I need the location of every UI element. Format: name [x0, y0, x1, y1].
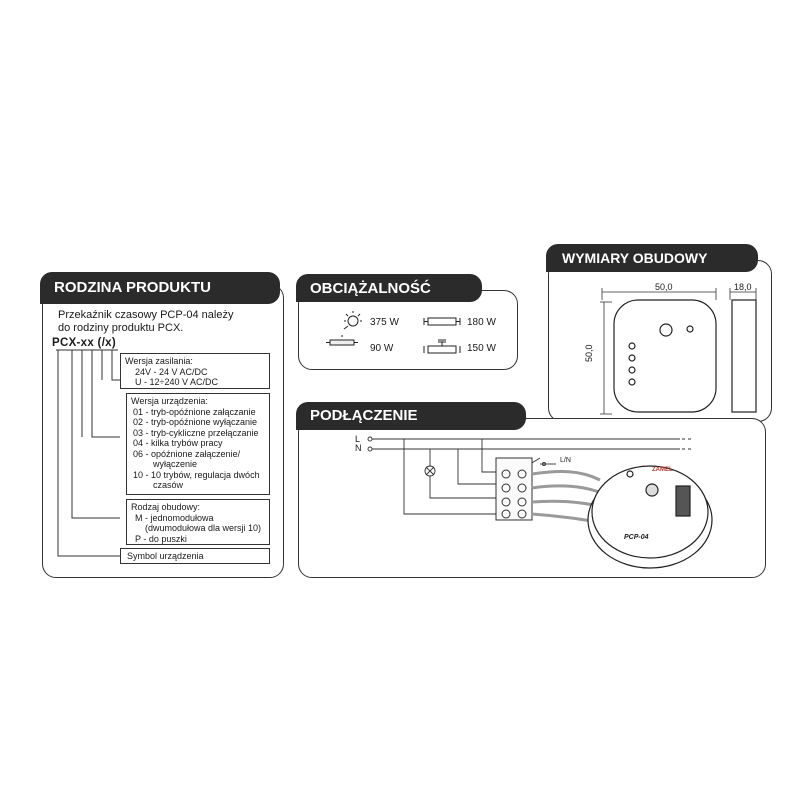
product-family-title: RODZINA PRODUKTU — [54, 279, 211, 296]
load-value-incandescent: 375 W — [370, 317, 399, 328]
product-code: PCX-xx (/x) — [52, 337, 117, 349]
device-version-line: 01 - tryb-opóźnione załączanie — [133, 406, 256, 417]
dimensions-title: WYMIARY OBUDOWY — [562, 250, 708, 266]
supply-version-line: U - 12÷240 V AC/DC — [135, 377, 218, 387]
device-brand-label: ZAMEL — [652, 467, 673, 473]
label-L: L — [355, 434, 361, 444]
device-version-line: 03 - tryb-cykliczne przełączanie — [133, 427, 259, 438]
dimension-depth: 18,0 — [734, 282, 752, 292]
housing-type-line: P - do puszki — [135, 533, 187, 544]
dimension-height: 50,0 — [584, 344, 594, 362]
device-version-line: 06 - opóźnione załączenie/ — [133, 448, 241, 459]
pcp-04-device — [588, 466, 712, 568]
load-value-fluorescent: 180 W — [467, 317, 496, 328]
label-N: N — [355, 443, 362, 453]
device-version-line: wyłączenie — [153, 459, 198, 469]
connection-title: PODŁĄCZENIE — [310, 407, 418, 424]
device-symbol-label: Symbol urządzenia — [127, 551, 204, 561]
device-version-line: 04 - kilka trybów pracy — [133, 438, 223, 448]
load-value-compensated: 150 W — [467, 343, 496, 354]
device-version-line: czasów — [153, 480, 184, 490]
device-model-label: PCP-04 — [624, 534, 649, 541]
supply-version-line: 24V - 24 V AC/DC — [135, 366, 208, 377]
load-capacity-title: OBCIĄŻALNOŚĆ — [310, 280, 431, 297]
load-value-halogen: 90 W — [370, 343, 394, 354]
housing-type-line: M - jednomodułowa — [135, 512, 214, 523]
device-version-line: 02 - tryb-opóźnione wyłączanie — [133, 417, 258, 427]
device-version-title: Wersja urządzenia: — [131, 396, 208, 406]
device-version-line: 10 - 10 trybów, regulacja dwóch — [133, 469, 260, 480]
intro-line-1: Przekaźnik czasowy PCP-04 należy — [58, 309, 234, 321]
housing-type-line: (dwumodułowa dla wersji 10) — [145, 523, 262, 533]
housing-type-title: Rodzaj obudowy: — [131, 502, 201, 512]
intro-line-2: do rodziny produktu PCX. — [58, 322, 184, 334]
supply-version-title: Wersja zasilania: — [125, 356, 193, 366]
terminal-block — [496, 458, 532, 520]
label-LN: L/N — [560, 457, 571, 464]
dimension-width: 50,0 — [655, 282, 673, 292]
